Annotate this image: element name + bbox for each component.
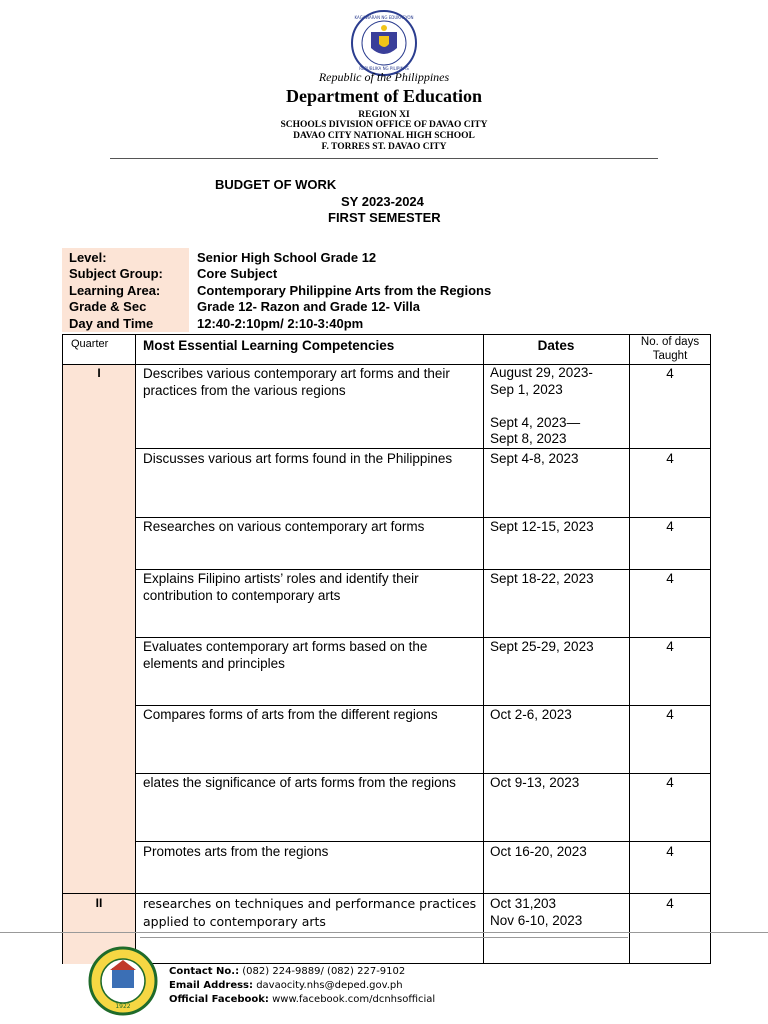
header-quarter: Quarter (71, 338, 109, 350)
dates-cell: Oct 31,203 Nov 6-10, 2023 (490, 896, 583, 928)
row-divider (135, 841, 710, 842)
footer-divider (0, 932, 768, 933)
info-label-learning-area: Learning Area: (69, 283, 161, 298)
competency-cell: researches on techniques and performance practices applied to contemporary arts (143, 896, 477, 929)
info-label-level: Level: (69, 250, 107, 265)
info-label-grade-sec: Grade & Sec (69, 299, 147, 314)
email-label: Email Address: (169, 980, 254, 991)
days-cell: 4 (666, 451, 674, 466)
days-cell: 4 (666, 707, 674, 722)
school-address: F. TORRES ST. DAVAO CITY (321, 142, 447, 152)
contact-value: (082) 224-9889/ (082) 227-9102 (242, 966, 406, 977)
dates-cell: Oct 2-6, 2023 (490, 707, 572, 722)
dates-cell: Oct 9-13, 2023 (490, 775, 580, 790)
header-days: No. of days Taught (640, 336, 700, 362)
competency-cell: Promotes arts from the regions (143, 844, 329, 859)
facebook-label: Official Facebook: (169, 994, 269, 1005)
contact-label: Contact No.: (169, 966, 240, 977)
footer-email (169, 980, 403, 991)
info-value-subject-group: Core Subject (197, 266, 278, 281)
info-value-learning-area: Contemporary Philippine Arts from the Regions (197, 283, 492, 298)
header-dates: Dates (537, 338, 575, 353)
competency-cell: Researches on various contemporary art forms (143, 519, 425, 534)
republic-line: Republic of the Philippines (318, 70, 450, 84)
competency-cell: Evaluates contemporary art forms based on the elements and principles (143, 639, 428, 671)
dates-cell: Oct 16-20, 2023 (490, 844, 587, 859)
quarter-cell: I (97, 366, 101, 380)
facebook-value[interactable]: www.facebook.com/dcnhsofficial (272, 994, 436, 1005)
row-divider (135, 448, 710, 449)
school-name: DAVAO CITY NATIONAL HIGH SCHOOL (293, 131, 475, 141)
competency-cell: elates the significance of arts forms from the regions (143, 775, 456, 790)
header-competencies: Most Essential Learning Competencies (143, 338, 395, 353)
days-cell: 4 (666, 571, 674, 586)
school-year: SY 2023-2024 (341, 194, 424, 209)
dates-cell: Sept 12-15, 2023 (490, 519, 594, 534)
department-title: Department of Education (286, 86, 482, 106)
dates-cell: August 29, 2023- Sep 1, 2023 Sept 4, 2023— Sept 8, 2023 (490, 365, 593, 446)
col-divider (483, 335, 484, 964)
days-cell: 4 (666, 896, 674, 911)
row-divider (63, 893, 710, 894)
competency-cell: Explains Filipino artists’ roles and identify their contribution to contemporary arts (143, 571, 419, 603)
days-cell: 4 (666, 639, 674, 654)
competency-cell: Describes various contemporary art forms and their practices from the various regions (143, 366, 450, 398)
school-logo (88, 946, 158, 1016)
dates-cell: Sept 4-8, 2023 (490, 451, 579, 466)
deped-seal-logo (351, 10, 417, 76)
logo-year: 1922 (115, 1003, 131, 1010)
region-line: REGION XI (358, 110, 410, 120)
footer-contact (169, 966, 405, 977)
seal-bottom-text: REPUBLIKA NG PILIPINAS (359, 66, 409, 71)
info-value-day-time: 12:40-2:10pm/ 2:10-3:40pm (197, 316, 364, 331)
info-label-day-time: Day and Time (69, 316, 154, 331)
division-line: SCHOOLS DIVISION OFFICE OF DAVAO CITY (280, 120, 488, 130)
dates-cell: Sept 18-22, 2023 (490, 571, 594, 586)
info-value-level: Senior High School Grade 12 (197, 250, 377, 265)
col-divider (135, 335, 136, 964)
days-cell: 4 (666, 366, 674, 381)
semester: FIRST SEMESTER (328, 210, 441, 225)
info-value-grade-sec: Grade 12- Razon and Grade 12- Villa (197, 299, 421, 314)
quarter-cell: II (95, 896, 103, 910)
competency-cell: Compares forms of arts from the different regions (143, 707, 438, 722)
days-cell: 4 (666, 844, 674, 859)
document-title: BUDGET OF WORK (215, 177, 337, 192)
days-cell: 4 (666, 775, 674, 790)
seal-ring-text: KAGAWARAN NG EDUKASYON (354, 15, 414, 20)
dates-cell: Sept 25-29, 2023 (490, 639, 594, 654)
budget-table (62, 334, 711, 964)
email-value[interactable]: davaocity.nhs@deped.gov.ph (256, 980, 403, 991)
competency-cell: Discusses various art forms found in the Philippines (143, 451, 453, 466)
footer-divider (140, 937, 628, 938)
days-cell: 4 (666, 519, 674, 534)
info-label-subject-group: Subject Group: (69, 266, 163, 281)
footer-facebook (169, 994, 435, 1005)
quarter-column-shading (63, 364, 135, 964)
header-divider (110, 158, 658, 159)
